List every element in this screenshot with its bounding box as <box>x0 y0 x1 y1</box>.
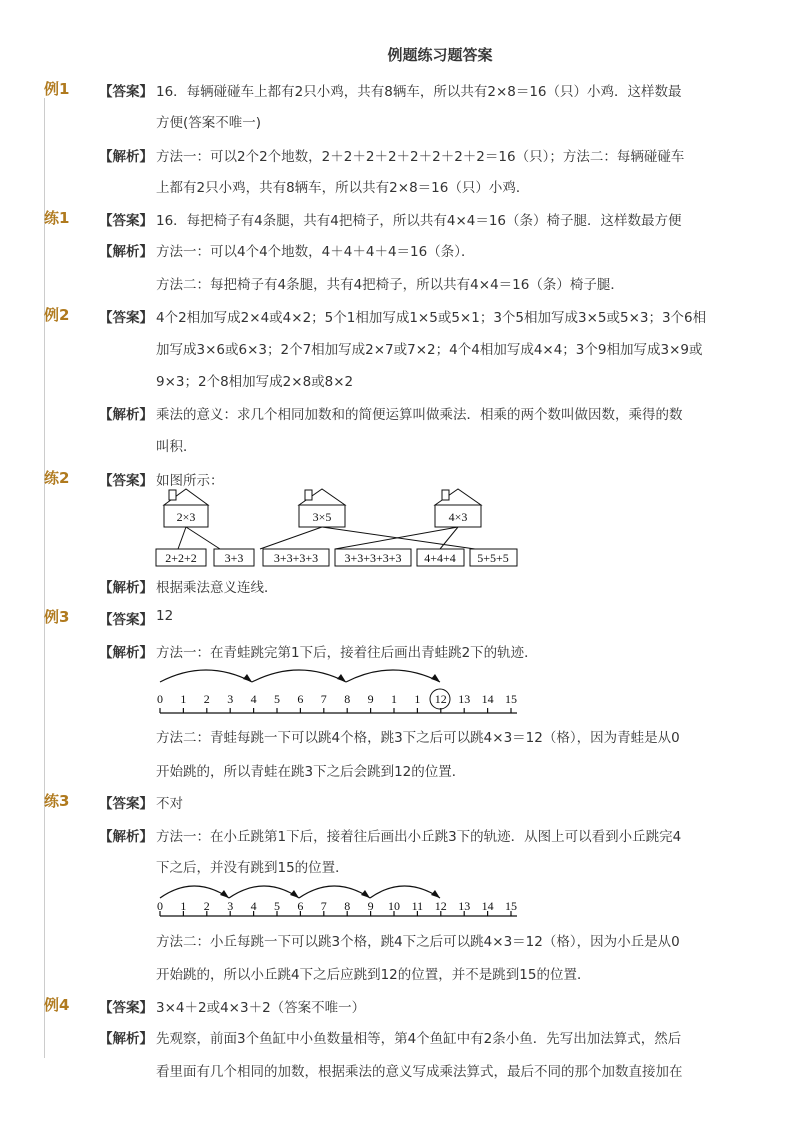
number-label: 1 <box>180 692 187 706</box>
p3-analysis2-line-2: 开始跳的，所以小丘跳4下之后应跳到12的位置，并不是跳到15的位置． <box>156 967 591 983</box>
number-label: 3 <box>227 899 234 913</box>
number-label: 6 <box>297 899 304 913</box>
tag-p2: 练2 <box>44 469 70 487</box>
analysis-label: 【解析】 <box>99 407 153 423</box>
house-3-label: 4×3 <box>448 510 468 524</box>
number-label: 4 <box>250 692 257 706</box>
p3-answer-line-1: 不对 <box>156 796 183 812</box>
answer-label: 【答案】 <box>99 84 153 100</box>
e4-analysis-line-2: 看里面有几个相同的加数，根据乘法的意义写成乘法算式，最后不同的那个加数直接加在 <box>156 1064 683 1080</box>
number-label: 12 <box>434 692 447 706</box>
arrow-head <box>290 890 299 898</box>
number-label: 13 <box>458 899 471 913</box>
number-label: 9 <box>367 692 374 706</box>
house-2-label: 3×5 <box>312 510 332 524</box>
number-label: 15 <box>505 899 517 913</box>
p1-answer-line-1: 16．每把椅子有4条腿，共有4把椅子，所以共有4×4＝16（条）椅子腿．这样数最方便 <box>156 213 682 229</box>
jump-arc-2 <box>252 670 346 682</box>
link-line <box>186 527 220 549</box>
number-label: 7 <box>320 692 327 706</box>
number-label: 1 <box>414 692 421 706</box>
p1-analysis-line-1: 方法一：可以4个4个地数，4＋4＋4＋4＝16（条）． <box>156 244 475 260</box>
e1-answer-line-2: 方便(答案不唯一) <box>156 115 262 131</box>
e1-answer-line-1: 16．每辆碰碰车上都有2只小鸡，共有8辆车，所以共有2×8＝16（只）小鸡．这样数最 <box>156 84 682 100</box>
answer-label: 【答案】 <box>99 310 153 326</box>
box-5-label: 4+4+4 <box>424 551 456 565</box>
number-label: 0 <box>157 899 163 913</box>
e4-analysis-line-1: 先观察，前面3个鱼缸中小鱼数量相等，第4个鱼缸中有2条小鱼．先写出加法算式，然后 <box>156 1031 682 1047</box>
box-2-label: 3+3 <box>224 551 244 565</box>
jump-arc-4 <box>370 886 440 898</box>
p3-analysis2-line-1: 方法二：小丘每跳一下可以跳3个格，跳4下之后可以跳4×3＝12（格），因为小丘是从0 <box>156 934 680 950</box>
analysis-label: 【解析】 <box>99 149 153 165</box>
number-label: 2 <box>203 692 210 706</box>
number-labels <box>157 899 517 913</box>
tag-e4: 例4 <box>44 996 70 1014</box>
e2-answer-line-2: 加写成3×6或6×3；2个7相加写成2×7或7×2；4个4相加写成4×4；3个9相加写成3×9或 <box>156 342 703 358</box>
number-label: 0 <box>157 692 163 706</box>
house-matching-figure <box>150 487 530 569</box>
number-label: 9 <box>367 899 374 913</box>
tag-e1: 例1 <box>44 80 70 98</box>
number-label: 7 <box>320 899 327 913</box>
e3-analysis-line-1: 方法一：在青蛙跳完第1下后，接着往后画出青蛙跳2下的轨迹． <box>156 645 538 661</box>
number-label: 8 <box>344 899 351 913</box>
jump-arc-1 <box>160 886 229 898</box>
answer-label: 【答案】 <box>99 213 153 229</box>
page-title: 例题练习题答案 <box>387 46 493 64</box>
box-6-label: 5+5+5 <box>477 551 509 565</box>
number-line-axis <box>160 708 517 713</box>
number-label: 3 <box>227 692 234 706</box>
link-line <box>335 527 458 549</box>
answer-label: 【答案】 <box>99 796 153 812</box>
analysis-label: 【解析】 <box>99 1031 153 1047</box>
number-label: 1 <box>180 899 187 913</box>
left-divider <box>44 98 45 1058</box>
p2-answer-line-1: 如图所示： <box>156 473 224 489</box>
answer-label: 【答案】 <box>99 473 153 489</box>
number-label: 14 <box>481 899 494 913</box>
arrow-head <box>337 674 346 682</box>
number-label: 5 <box>274 692 280 706</box>
number-label: 12 <box>434 899 447 913</box>
link-line <box>178 527 186 549</box>
e3-answer-line-1: 12 <box>156 608 174 624</box>
jump-arc-1 <box>160 670 252 682</box>
jump-arc-3 <box>299 886 370 898</box>
answer-label: 【答案】 <box>99 1000 153 1016</box>
qiu-number-line <box>150 876 530 924</box>
e4-answer-line-1: 3×4＋2或4×3＋2（答案不唯一） <box>156 1000 366 1016</box>
analysis-label: 【解析】 <box>99 829 153 845</box>
arrow-head <box>361 890 370 898</box>
link-line <box>260 527 322 549</box>
analysis-label: 【解析】 <box>99 645 153 661</box>
box-4-label: 3+3+3+3+3 <box>344 551 402 565</box>
house-1-label: 2×3 <box>176 510 196 524</box>
e2-answer-line-3: 9×3；2个8相加写成2×8或8×2 <box>156 374 354 390</box>
number-label: 10 <box>388 899 400 913</box>
number-label: 14 <box>481 692 494 706</box>
e3-analysis2-line-2: 开始跳的，所以青蛙在跳3下之后会跳到12的位置． <box>156 764 466 780</box>
number-label: 4 <box>250 899 257 913</box>
tag-p3: 练3 <box>44 792 70 810</box>
e1-analysis-line-2: 上都有2只小鸡，共有8辆车，所以共有2×8＝16（只）小鸡． <box>156 180 530 196</box>
frog-number-line <box>150 660 530 722</box>
number-label: 11 <box>411 899 424 913</box>
arrow-head <box>243 674 252 682</box>
analysis-label: 【解析】 <box>99 580 153 596</box>
jump-arc-3 <box>346 670 440 682</box>
number-label: 13 <box>458 692 471 706</box>
e2-analysis-line-2: 叫积． <box>156 439 197 455</box>
jump-arc-2 <box>229 886 299 898</box>
number-label: 2 <box>203 899 210 913</box>
e2-analysis-line-1: 乘法的意义：求几个相同加数和的简便运算叫做乘法．相乘的两个数叫做因数，乘得的数 <box>156 407 683 423</box>
number-label: 6 <box>297 692 304 706</box>
arrow-head <box>431 674 440 682</box>
answer-label: 【答案】 <box>99 612 153 628</box>
arrow-head <box>220 890 229 898</box>
box-3-label: 3+3+3+3 <box>273 551 319 565</box>
number-label: 8 <box>344 692 351 706</box>
number-label: 5 <box>274 899 280 913</box>
number-labels <box>157 692 517 706</box>
arrow-head <box>431 890 440 898</box>
number-label: 1 <box>391 692 397 706</box>
p3-analysis-line-2: 下之后，并没有跳到15的位置． <box>156 860 349 876</box>
box-1-label: 2+2+2 <box>165 551 197 565</box>
e3-analysis2-line-1: 方法二：青蛙每跳一下可以跳4个格，跳3下之后可以跳4×3＝12（格），因为青蛙是从0 <box>156 730 680 746</box>
p2-analysis-line-1: 根据乘法意义连线． <box>156 580 278 596</box>
e2-answer-line-1: 4个2相加写成2×4或4×2；5个1相加写成1×5或5×1；3个5相加写成3×5或5×3；3个6相 <box>156 310 707 326</box>
analysis-label: 【解析】 <box>99 244 153 260</box>
p1-analysis-line-2: 方法二：每把椅子有4条腿，共有4把椅子，所以共有4×4＝16（条）椅子腿． <box>156 277 624 293</box>
tag-e3: 例3 <box>44 608 70 626</box>
number-label: 15 <box>505 692 517 706</box>
p3-analysis-line-1: 方法一：在小丘跳第1下后，接着往后画出小丘跳3下的轨迹．从图上可以看到小丘跳完4 <box>156 829 682 845</box>
tag-e2: 例2 <box>44 306 70 324</box>
e1-analysis-line-1: 方法一：可以2个2个地数，2＋2＋2＋2＋2＋2＋2＋2＝16（只）；方法二：每辆碰碰车 <box>156 149 685 165</box>
tag-p1: 练1 <box>44 209 70 227</box>
